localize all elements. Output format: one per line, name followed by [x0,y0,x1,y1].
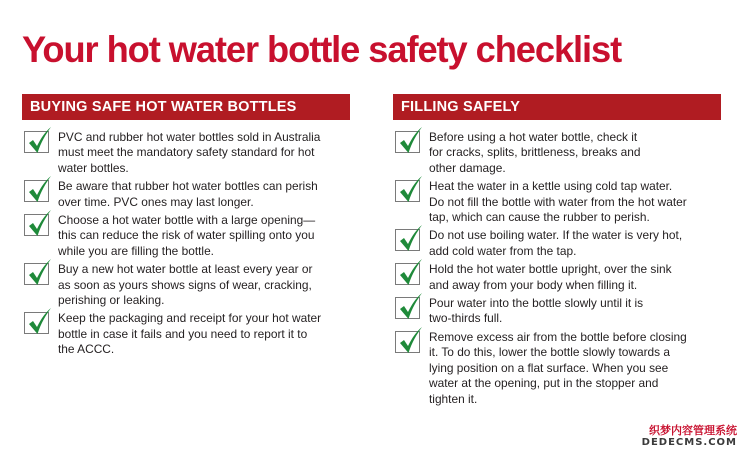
filling-section [393,94,721,407]
checklist-item [22,213,350,259]
checklist-item-line: Hold the hot water bottle upright, over the sink [429,262,672,277]
checklist-item-line: two-thirds full. [429,311,503,326]
checkmark-icon [395,331,420,353]
checklist-item-line: tap, which can cause the rubber to perish. [429,210,650,225]
checkmark-icon [24,214,49,236]
checklist-item-text [429,262,721,293]
checkmark-icon [395,131,420,153]
checklist-item-text [429,330,721,407]
checklist-item-line: Choose a hot water bottle with a large opening— [58,213,316,228]
checklist-item-line: over time. PVC ones may last longer. [58,194,254,209]
checkmark-icon [24,312,49,334]
checklist-item-text [429,296,721,327]
checklist-item [393,130,721,176]
checklist-item [393,228,721,259]
page-title: Your hot water bottle safety checklist [22,29,622,70]
checklist-item-line: this can reduce the risk of water spilling onto you [58,228,315,243]
checklist-item-text [58,213,350,259]
checklist-item-line: as soon as yours shows signs of wear, cracking, [58,277,312,292]
checklist-item-line: bottle in case it fails and you need to report it to [58,326,308,341]
checklist-item-line: PVC and rubber hot water bottles sold in Australia [58,130,321,144]
checklist-item-line: Heat the water in a kettle using cold tap water. [429,179,673,194]
checklist-item-text [58,130,350,176]
checklist-item-line: must meet the mandatory safety standard for hot [58,145,315,160]
checklist-item-line: add cold water from the tap. [429,243,577,258]
checklist-item-line: lying position on a flat surface. When you see [429,360,669,375]
checklist-item [22,262,350,308]
checklist-item [22,130,350,176]
checklist-item-text [58,262,350,308]
buying-section [22,94,350,358]
checklist-item-line: the ACCC. [58,342,115,357]
checklist-item-text [58,311,350,357]
checkmark-icon [24,131,49,153]
watermark [642,424,737,449]
checkmark-icon [395,263,420,285]
checklist-item-line: Before using a hot water bottle, check it [429,130,638,144]
checklist-item [393,330,721,407]
checklist-item-line: Buy a new hot water bottle at least every year or [58,262,313,277]
checklist-item-line: Pour water into the bottle slowly until it is [429,296,644,311]
watermark-line1: 织梦内容管理系统 [649,424,737,437]
checklist-item [393,296,721,327]
filling-checklist [393,130,721,407]
checklist-item-line: and away from your body when filling it. [429,277,638,292]
checkmark-icon [395,297,420,319]
checklist-item-line: while you are filling the bottle. [58,243,214,258]
checkmark-icon [395,180,420,202]
buying-section-heading: BUYING SAFE HOT WATER BOTTLES [22,94,350,120]
checklist-item [22,179,350,210]
checklist-item-line: Remove excess air from the bottle before closing [429,329,687,344]
filling-section-heading: FILLING SAFELY [393,94,721,120]
checklist-item-line: Do not use boiling water. If the water is very hot, [429,228,683,243]
checklist-item-line: water at the opening, put in the stopper and [429,376,659,391]
checklist-item [22,311,350,357]
checklist-item-text [429,228,721,259]
checklist-item [393,262,721,293]
checklist-item [393,179,721,225]
checklist-item-line: tighten it. [429,391,478,406]
checklist-item-line: other damage. [429,160,506,175]
buying-checklist [22,130,350,358]
checklist-item-line: Be aware that rubber hot water bottles can perish [58,179,318,194]
checklist-item-line: water bottles. [58,160,129,175]
checklist-item-line: perishing or leaking. [58,293,165,308]
checklist-item-text [429,179,721,225]
checkmark-icon [24,263,49,285]
watermark-line2: DEDECMS.COM [641,437,737,448]
checklist-item-line: it. To do this, lower the bottle slowly towards a [429,345,671,360]
checkmark-icon [395,229,420,251]
checklist-item-line: Keep the packaging and receipt for your hot water [58,311,322,326]
checklist-item-line: Do not fill the bottle with water from the hot water [429,194,687,209]
checklist-item-text [58,179,350,210]
checkmark-icon [24,180,49,202]
checklist-item-text [429,130,721,176]
checklist-item-line: for cracks, splits, brittleness, breaks and [429,145,641,160]
